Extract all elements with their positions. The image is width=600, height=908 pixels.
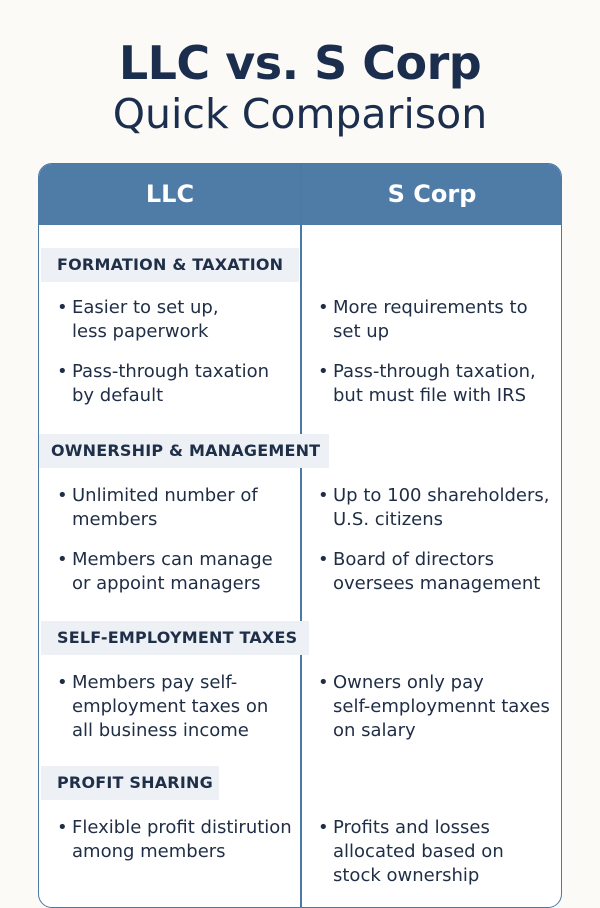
section-label-ownership-management: OWNERSHIP & MANAGEMENT [39, 434, 329, 468]
column-header-s-corp: S Corp [387, 180, 477, 208]
section-label-self-employment-taxes: SELF-EMPLOYMENT TAXES [41, 621, 309, 655]
column-header-llc: LLC [145, 180, 195, 208]
page-subtitle: Quick Comparison [112, 90, 488, 138]
column-divider [300, 164, 302, 908]
section-label-profit-sharing: PROFIT SHARING [41, 766, 219, 800]
page-title: LLC vs. S Corp [118, 36, 482, 90]
comparison-table: LLC S Corp FORMATION & TAXATION • Easier to set up, less paperwork • More requirements to set up • Pass-through taxation by default • Pass-through taxation, but must file with IRS OWNERSHIP & MANAGEMENT • Unlimited number of members • Up to 100 shareholders, U.S. citizens • Members can manage or appoint managers • Board of directors oversees management SELF-EMPLOYMENT TAXES • Members pay self- employment taxes on all business income • Owners only pay self-employmennt taxes on salary PROFIT SHARING • Flexible profit distirution among members • Profits and losses allocated based on stock ownership [38, 163, 562, 908]
section-label-formation-taxation: FORMATION & TAXATION [41, 248, 299, 282]
